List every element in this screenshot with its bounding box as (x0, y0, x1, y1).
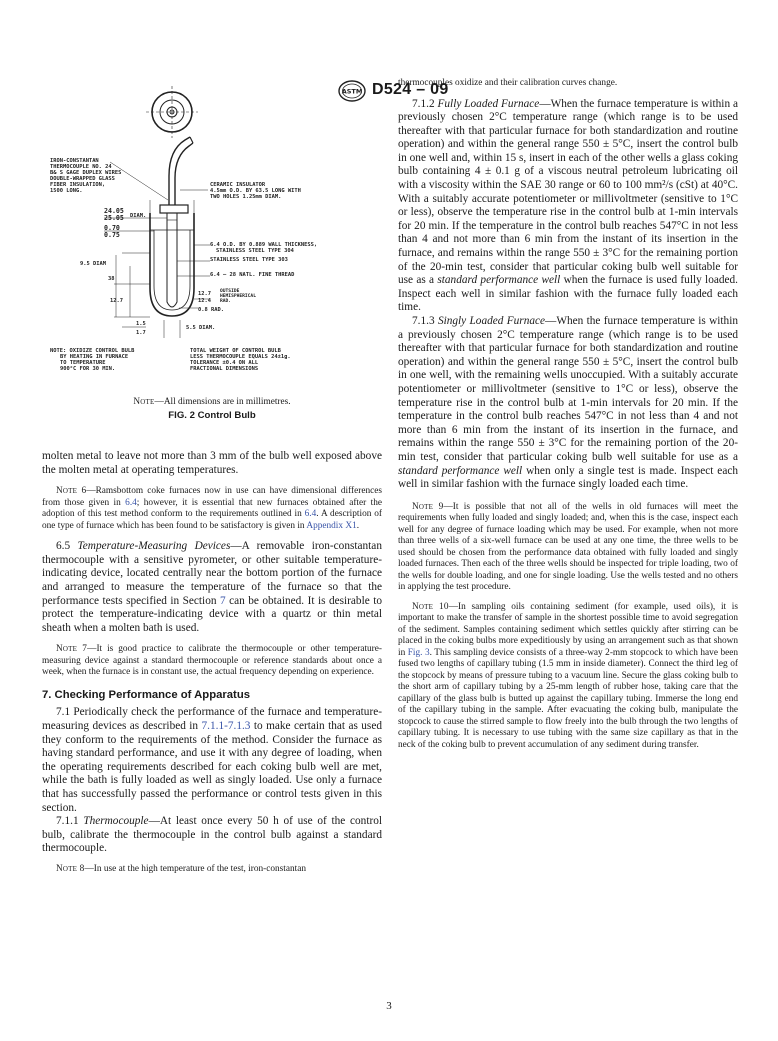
section-number: 6.5 (56, 540, 78, 553)
section-number: 7.1.1 (56, 815, 84, 828)
note-8 (42, 864, 382, 876)
paragraph-text: can be obtained. It is desirable to protect the temperature-indicating device with a quartz or thin metal sheath when a molten bath is used. (42, 594, 382, 634)
note-7 (42, 644, 382, 679)
paragraph-text: —A removable iron-constantan thermocouple with a sensitive pyrometer, or other suitable temperature-indicating device, located centrally near the bottom portion of the furnace and arranged to measure the temperature of the furnace so that the performance tests specified in Section (42, 540, 382, 607)
note-8-text: —In use at the high temperature of the test, iron-constantan (84, 863, 307, 874)
label-wire-2: THERMOCOUPLE NO. 24 (50, 164, 112, 170)
label-hemi-b-2: HEMISPHERICAL (220, 294, 256, 299)
link-6-4[interactable]: 6.4 (125, 497, 137, 508)
label-d15-1: 1.5 (136, 321, 146, 327)
label-note-left-4: 900°C FOR 30 MIN. (60, 366, 116, 372)
note-6-text: —Ramsbottom coke furnaces now in use can have dimensional differences from those given in (42, 486, 382, 508)
figure-caption-title: FIG. 2 Control Bulb (168, 410, 256, 421)
label-diam-a-1: 24.05 (104, 207, 124, 215)
note-7-label: Note 7 (56, 644, 88, 655)
label-insulator-2: 4.5mm O.D. BY 63.5 LONG WITH (210, 188, 301, 194)
note-8-label: Note 8 (56, 863, 85, 874)
note-10-label: Note 10 (412, 601, 449, 612)
paragraph-text: when only a single test is made. Inspect each well in similar fashion with the furnace singly loaded each time. (398, 464, 738, 491)
note-10-text: —In sampling oils containing sediment (for example, used oils), it is important to make the transfer of sample in the shortest possible time to avoid segregation of the sediment. Samples containing sediment which settles quickly after stirring can be placed in the coking bulbs more expeditiously by using an arrangement such as that shown in (398, 601, 739, 658)
section-title: Singly Loaded Furnace (437, 315, 546, 327)
document-id: D524 – 09 (372, 81, 449, 98)
link-section-7[interactable]: 7 (219, 594, 226, 607)
paragraph-text: to make certain that as used they conform to the requirements of the method. Consider the furnace as having standard performance, and use it with any degree of loading, when the operating requirements described for each coking bulb well are met, while the bath is fully loaded as well as singly loaded. Use only a furnace that has successfully passed the performance or control tests given in this section. (42, 720, 382, 814)
label-diam-a-2: 25.05 (104, 214, 124, 222)
note-6 (42, 486, 382, 532)
label-d15-2: 1.7 (136, 330, 146, 336)
label-note-left-1: NOTE: OXIDIZE CONTROL BULB (50, 348, 135, 354)
label-diam95: 9.5 DIAM (80, 261, 106, 267)
label-note-right-2: LESS THERMOCOUPLE EQUALS 24±1g. (190, 354, 291, 360)
svg-text:ASTM: ASTM (341, 87, 363, 96)
label-note-right-1: TOTAL WEIGHT OF CONTROL BULB (190, 348, 281, 354)
label-ss303: STAINLESS STEEL TYPE 303 (210, 257, 288, 263)
note-9 (398, 502, 738, 594)
label-wire-3: B& S GAGE DUPLEX WIRES (50, 170, 122, 176)
section-7-heading: 7. Checking Performance of Apparatus (42, 688, 250, 701)
label-12-7: 12.7 (110, 298, 123, 304)
note-9-text: —It is possible that not all of the wells in old furnaces will meet the requirements when fully loaded and singly loaded; and, when this is the case, inspect each well for any degree of furnace loading which may be used. For example, when not more than three wells of a six-well furnace can be used at any one time, the three wells to be used should be chosen from the performance data obtained with fully loaded and singly loaded furnaces. Then each of the three wells should be inspected for triple loading, two of the wells for double loading, and one for single loading. Use the wells tested and no others in applying the test procedure. (398, 501, 738, 593)
label-note-left-2: BY HEATING IN FURNACE (60, 354, 129, 360)
label-hemi-a-2: 12.4 (198, 298, 211, 304)
figure-note-text: —All dimensions are in millimetres. (154, 397, 291, 407)
link-7-1-1-7-1-3[interactable]: 7.1.1-7.1.3 (201, 720, 251, 733)
paragraph-7-1-1 (42, 815, 382, 856)
link-6-4[interactable]: 6.4 (304, 509, 317, 520)
label-note-right-4: FRACTIONAL DIMENSIONS (190, 366, 259, 372)
label-wall-2: STAINLESS STEEL TYPE 304 (216, 248, 294, 254)
label-insulator-1: CERAMIC INSULATOR (210, 182, 266, 188)
control-bulb-figure (50, 80, 365, 390)
figure-note-label: Note (133, 397, 155, 407)
note-8-continued: thermocouples oxidize and their calibration curves change. (398, 78, 618, 88)
note-6-text: . A description of one type of furnace which has been found to be satisfactory is given in (42, 509, 383, 531)
link-fig-3[interactable]: Fig. 3 (407, 647, 430, 658)
note-10-text: . This sampling device consists of a three-way 2-mm stopcock to which have been fused two lengths of capillary tubing (1.5 mm in inside diameter). Connect the third leg of the stopcock by means of pressure tubing to a vacuum line. Secure the glass coking bulb to the short arm of capillary tubing by a 25-mm length of rubber hose, taking care that the capillary of the glass bulb is butted up against the capillary tubing. Immerse the long end of the capillary tubing in the sample. After evacuating the coking bulb, manipulate the stopcock to cause the stirred sample to flow freely into the bulb through the two lengths of capillary tubing. It is necessary to use tubing with the same size capillary as that in the neck of the coking bulb to prevent accumulation of any sediment during transfer. (398, 647, 739, 750)
label-note-right-3: TOLERANCE ±0.4 ON ALL (190, 360, 259, 366)
label-wire-5: FIBER INSULATION, (50, 182, 106, 188)
note-9-label: Note 9 (412, 501, 444, 512)
paragraph-text: 7.1 Periodically check the performance of the furnace and temperature-measuring devices as described in (42, 706, 382, 733)
section-title: Thermocouple (83, 815, 149, 828)
label-wall-1: 6.4 O.D. BY 0.889 WALL THICKNESS, (210, 242, 318, 248)
paragraph-6-5 (42, 540, 382, 635)
note-6-text: . (356, 520, 360, 531)
paragraph-7-1 (42, 706, 382, 815)
section-number: 7.1.2 (412, 97, 438, 110)
label-rad08: 0.8 RAD. (198, 307, 224, 313)
link-appendix-x1[interactable]: Appendix X1 (306, 520, 357, 531)
paragraph-text: —When the furnace temperature is within a previously chosen 2°C temperature range (which range is to be used thereafter with that particular furnace for both standardization and routine operation) and within the general range 550 ± 5°C, insert the control bulb in one well, with the remaining wells unoccupied. With a suitably accurate potentiometer or millivoltmeter (sensitive to 1°C or less), observe the temperature rise in the control bulb at 1-min intervals for 20 min. If the temperature in the control bulb reaches 547°C in not less than 4 and not more than 6 min from the instant of its insertion in the furnace, and remains within the range 550 ± 3°C for the remaining portion of the 20-min test, consider that particular coking bulb well suitable for use as a (398, 315, 738, 463)
paragraph-7-1-2 (398, 98, 738, 316)
paragraph-text: —When the furnace temperature is within a previously chosen 2°C temperature range (which range is to be used thereafter with that particular furnace for both standardization and routine operation) and within the general range 550 ± 5°C, insert the control bulb in one well and, within 15 s, insert in each of the other wells a glass coking bulb containing 4 ± 0.1 g of a viscous neutral petroleum lubricating oil with a viscosity within the SAE 30 range or 60 to 100 mm²/s (cSt) at 40°C. With a suitably accurate potentiometer or millivoltmeter (sensitive to 1°C or less), observe the temperature rise in the control bulb at 1-min intervals for 20 min. If the temperature in the control bulb reaches 547°C in not less than 4 and not more than 6 min from the instant of its insertion in the furnace, and remains within the range 550 ± 3°C for the remaining portion of the 20-min test, consider that particular coking bulb well suitable for use as a (398, 97, 739, 287)
label-hemi-a-1: 12.7 (198, 291, 211, 297)
paragraph-molten-metal: molten metal to leave not more than 3 mm of the bulb well exposed above the molten metal at operating temperatures. (42, 450, 382, 476)
label-insulator-3: TWO HOLES 1.25mm DIAM. (210, 194, 282, 200)
label-wire-1: IRON-CONSTANTAN (50, 158, 99, 164)
page-number: 3 (386, 1000, 392, 1012)
label-hemi-b-1: OUTSIDE (220, 289, 240, 294)
label-diam55: 5.5 DIAM. (186, 325, 216, 331)
label-wire-4: DOUBLE-WRAPPED GLASS (50, 176, 115, 182)
note-7-text: —It is good practice to calibrate the thermocouple or other temperature-measuring device against a standard thermocouple or reference standards about once a week, when the furnace is in constant use, the actual frequency depending on experience. (42, 644, 382, 678)
note-10 (398, 602, 738, 752)
label-thread: 6.4 – 28 NATL. FINE THREAD (210, 272, 295, 278)
note-6-label: Note 6 (56, 486, 87, 497)
paragraph-7-1-3 (398, 315, 738, 492)
label-hemi-b-3: RAD. (220, 299, 232, 304)
figure-caption-note (42, 397, 382, 407)
emphasis-standard-performance-well: standard performance well (398, 464, 523, 477)
paragraph-text: —At least once every 50 h of use of the control bulb, calibrate the thermocouple in the control bulb against a standard thermocouple. (42, 815, 383, 855)
note-6-text: ; however, it is essential that new furnaces obtained after the adoption of this test method conform to the requirements outlined in (42, 497, 382, 520)
label-diam-b-2: 0.75 (104, 231, 120, 239)
left-column (42, 450, 382, 875)
label-note-left-3: TO TEMPERATURE (60, 360, 106, 366)
label-38: 38 (108, 276, 115, 282)
label-diam-a-unit: DIAM. (130, 213, 147, 219)
label-diam-b-1: 0.70 (104, 224, 120, 232)
label-wire-6: 1500 LONG. (50, 188, 83, 194)
emphasis-standard-performance-well: standard performance well (437, 274, 561, 287)
section-title: Temperature-Measuring Devices (77, 540, 231, 553)
section-number: 7.1.3 (412, 315, 438, 327)
right-column (398, 78, 738, 751)
paragraph-text: when the furnace is used fully loaded. Inspect each well in similar fashion with the furnace fully loaded each time. (398, 274, 738, 314)
section-title: Fully Loaded Furnace (437, 97, 540, 110)
